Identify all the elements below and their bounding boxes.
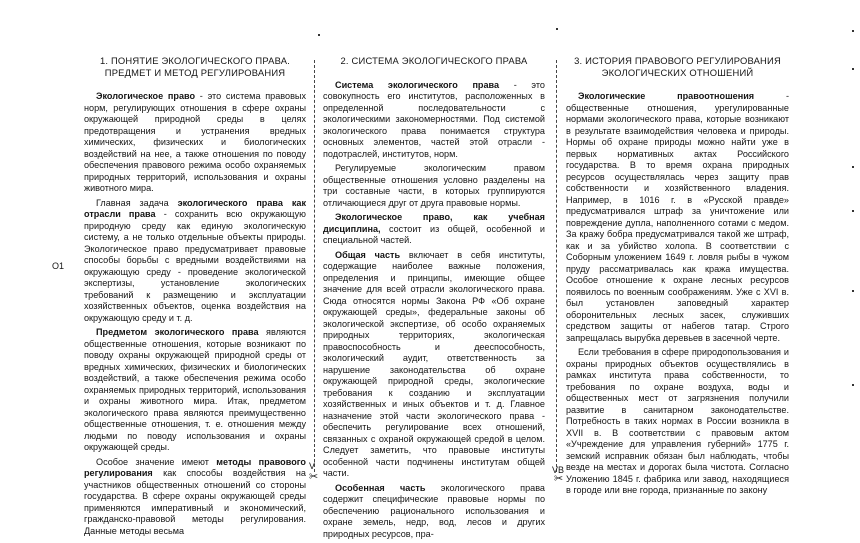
column-3-title: 3. ИСТОРИЯ ПРАВОВОГО РЕГУЛИРОВАНИЯ ЭКОЛОГИЧЕСКИХ ОТНОШЕНИЙ (574, 55, 781, 78)
page-mark-left: V (309, 461, 316, 471)
scissors-icon: ✂ (554, 472, 564, 485)
paragraph: Общая часть включает в себя институты, содержащие наиболее важные положения, определения и принципы, имеющие общее значение для всей отрасли экологического права. Сюда относятся нормы Закона РФ «Об охране окружающей среды», федеральные законы об экологической экспертизе, об особо охраняемых природных территориях, экологическая правоспособность и дееспособность, экологический аудит, ответственность за нарушение законодательства об охране окружающей природной среды, экологические требования к созданию и эксплуатации хозяйственных и иных объектов и т. д. Главное назначение этой части экологического права - обеспечить регулирование всех отношений, связанных с охраной окружающей средой в целом. Следует заметить, что правовые институты особенной части подчинены институтам общей части. (323, 249, 545, 478)
crop-mark (318, 34, 320, 36)
crop-mark (852, 290, 854, 292)
column-1 (84, 55, 306, 540)
page-mark-right: VB (552, 465, 565, 475)
column-2-title: 2. СИСТЕМА ЭКОЛОГИЧЕСКОГО ПРАВА (340, 55, 528, 66)
column-2 (323, 55, 545, 543)
paragraph: Предметом экологического права являются общественные отношения, которые возникают по поводу охраны окружающей природной среды от вредных химических, физических и биологических воздействий, а также обеспечения режима особо охраняемых природных территорий, использования и охраны животного мира. Итак, предметом экологического права являются преимущественно общественные отношения, т. е. отношения между людьми по поводу использования и охраны окружающей среды. (84, 327, 306, 452)
paragraph: Система экологического права - это совокупность его институтов, расположенных в определенной последовательности с экологическими закономерностями. Под системой экологического права понимается структура основных элементов, частей этой отрасли - подотраслей, институтов, норм. (323, 79, 545, 159)
column-separator (556, 60, 557, 472)
crop-mark (852, 68, 854, 70)
paragraph: Экологическое право, как учебная дисциплина, состоит из общей, особенной и специальной частей. (323, 212, 545, 245)
paragraph: Экологические правоотношения - общественные отношения, урегулированные нормами экологического права, которые возникают в результате взаимодействия человека и природы. Нормы об охране природы можно найти уже в первых нормативных актах Российского государства. В то время охрана природных ресурсов осуществлялась через защиту прав собственности и хозяйственного владения. Например, в 1016 г. в «Русской правде» предусматривался штраф за уничтожение или повреждение дупла, наполненного сотами с медом. За кражу бобра предусматривался такой же штраф, как и за убийство холопа. В соответствии с Соборным уложением 1649 г. ловля рыбы в чужом пруду рассматривалась как кража имущества. Особое отношение к охране лесных ресурсов появилось по военным соображениям. Уже с XVI в. был установлен заповедный характер оборонительных лесных засек, служивших средством защиты от набегов татар. Строго запрещалась вырубка деревьев в засечной черте. (566, 91, 789, 343)
paragraph: Экологическое право - это система правовых норм, регулирующих отношения в сфере охраны окружающей природной среды в целях предотвращения и устранения вредных химических, физических и биологических воздействий на нее, а также отношения по поводу обеспечения правового режима особо охраняемых природных территорий, использования и охраны животного мира. (84, 91, 306, 193)
paragraph: Особенная часть экологического права содержит специфические правовые нормы по обеспечению рационального использования и охране земель, недр, вод, лесов и других природных ресурсов, пра- (323, 482, 545, 539)
paragraph: Если требования в сфере природопользования и охраны природных объектов осуществлялись в рамках института права собственности, то требования по охране воздуха, воды и общественных мест от загрязнения получили развитие в санитарном законодательстве. Потребность в таких нормах в России возникла в XVII в. В соответствии с правовым актом «Учреждение для управления губерний» 1775 г. земский исправник обязан был наблюдать, чтобы везде на местах и дорогах была чистота. Согласно Уложению 1845 г. фабрика или завод, находящиеся в городе или вне города, признанные по закону (566, 347, 789, 495)
crop-mark (852, 30, 854, 32)
crop-mark (852, 210, 854, 212)
column-1-title: 1. ПОНЯТИЕ ЭКОЛОГИЧЕСКОГО ПРАВА. ПРЕДМЕТ И МЕТОД РЕГУЛИРОВАНИЯ (99, 55, 291, 78)
paragraph: Регулируемые экологическим правом общественные отношения условно разделены на три составные части, в которых группируются отличающиеся друг от друга правовые нормы. (323, 163, 545, 208)
paragraph: Особое значение имеют методы правового регулирования как способы воздействия на участников общественных отношений со стороны государства. В сфере охраны окружающей среды применяются императивный и экономический, гражданско-правовой методы регулирования. Данные методы весьма (84, 456, 306, 536)
crop-mark (852, 384, 854, 386)
crop-mark (556, 28, 558, 30)
column-3 (566, 55, 789, 500)
paragraph: Главная задача экологического права как отрасли права - сохранить всю окружающую природную среду как единую экологическую систему, а не только отдельные объекты природы. Экологическое право предусматривает правовые способы борьбы с вредными воздействиями на окружающую среду - проведение экологической экспертизы, установление экологических требований к размещению и эксплуатации хозяйственных объектов, оценка воздействия на окружающую среду и т. д. (84, 197, 306, 323)
column-separator (314, 60, 315, 472)
scissors-icon: ✂ (309, 470, 319, 483)
margin-label: О1 (52, 261, 65, 271)
crop-mark (852, 166, 854, 168)
